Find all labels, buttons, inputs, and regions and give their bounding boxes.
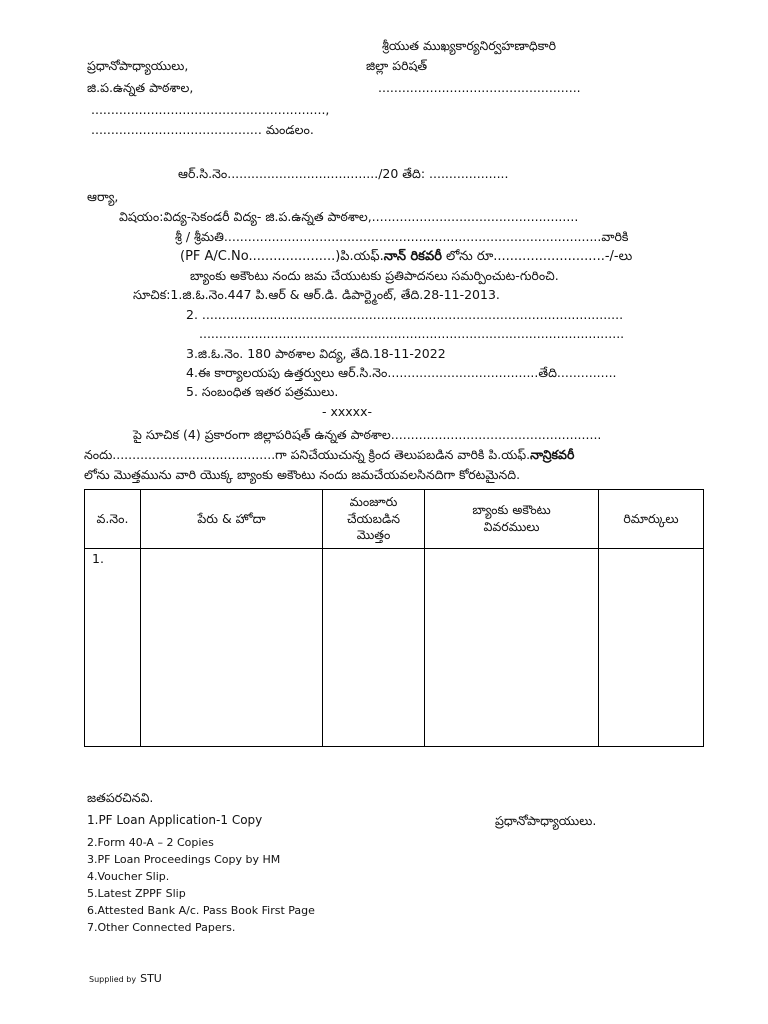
rc-number-line: ఆర్.సి.నెం....................................../20 తేది: .................... bbox=[178, 166, 509, 181]
from-title: ప్రధానోపాధ్యాయులు, bbox=[87, 58, 189, 73]
bank-credit-line: బ్యాంకు అకౌంటు నందు జమ చేయుటకు ప్రతిపాదనలు సమర్పించుట-గురించి. bbox=[190, 268, 559, 283]
enclosure-item: 6.Attested Bank A/c. Pass Book First Page bbox=[87, 904, 315, 917]
table-cell-name bbox=[141, 549, 323, 747]
enclosure-item: 5.Latest ZPPF Slip bbox=[87, 887, 186, 900]
salutation: ఆర్యా, bbox=[87, 189, 119, 204]
body-line-1: పై సూచిక (4) ప్రకారంగా జిల్లాపరిషత్ ఉన్నత పాఠశాల..................................................... bbox=[133, 427, 602, 442]
pf-details-table bbox=[84, 489, 704, 747]
non-recovery-bold-2: నాన్రికవరీ bbox=[530, 447, 575, 462]
col-serial-number: వ.నెం. bbox=[85, 490, 141, 549]
enclosure-item: 2.Form 40-A – 2 Copies bbox=[87, 836, 214, 849]
col-remarks: రిమార్కులు bbox=[599, 490, 704, 549]
table-cell-remarks bbox=[599, 549, 704, 747]
supplied-by: Supplied by STU bbox=[89, 972, 162, 985]
school-name: జి.ప.ఉన్నత పాఠశాల, bbox=[87, 80, 194, 95]
col-bank-details: బ్యాంకు అకౌంటు వివరములు bbox=[425, 490, 599, 549]
separator: - xxxxx- bbox=[322, 404, 372, 419]
enclosures-title: జతపరచినవి. bbox=[87, 790, 154, 805]
reference-1: సూచిక:1.జి.ఓ.నెం.447 పి.ఆర్ & ఆర్.డి. డిపార్ట్మెంట్, తేది.28-11-2013. bbox=[133, 287, 500, 302]
reference-2-continued: ........................................................................................................... bbox=[199, 326, 625, 341]
reference-2: 2. .......................................................................................................... bbox=[186, 307, 624, 322]
table-header-row bbox=[85, 490, 704, 549]
col-name-designation: పేరు & హోదా bbox=[141, 490, 323, 549]
table-cell-amount bbox=[323, 549, 425, 747]
reference-3: 3.జి.ఓ.నెం. 180 పాఠశాల విద్య, తేది.18-11-2022 bbox=[186, 346, 446, 361]
col-sanctioned-amount: మంజూరు చేయబడిన మొత్తం bbox=[323, 490, 425, 549]
mandal-line: ........................................... మండలం. bbox=[91, 122, 314, 137]
enclosure-item: 7.Other Connected Papers. bbox=[87, 921, 236, 934]
zilla-parishad-label: జిల్లా పరిషత్ bbox=[366, 58, 428, 73]
body-line-2: నందు.........................................గా పనిచేయుచున్న క్రింద తెలుపబడిన వారికి పి.యఫ్.నాన్రికవరీ bbox=[84, 447, 575, 462]
table-row bbox=[85, 549, 704, 747]
enclosure-item: 1.PF Loan Application-1 Copy bbox=[87, 813, 263, 827]
enclosure-item: 4.Voucher Slip. bbox=[87, 870, 170, 883]
zp-blank: ................................................... bbox=[378, 80, 581, 95]
subject-line: విషయం:విద్య-సెకండరీ విద్య- జి.ప.ఉన్నత పాఠశాల,.................................................... bbox=[119, 209, 579, 224]
enclosure-item: 3.PF Loan Proceedings Copy by HM bbox=[87, 853, 281, 866]
non-recovery-bold: నాన్ రికవరీ bbox=[383, 249, 442, 264]
pf-account-line: (PF A/C.No.....................)పి.యఫ్.నాన్ రికవరీ లోను రూ...........................-/-లు bbox=[180, 249, 633, 264]
reference-4: 4.ఈ కార్యాలయపు ఉత్తర్వులు ఆర్.సి.నెం......................................తేది............... bbox=[186, 365, 617, 380]
reference-5: 5. సంబంధిత ఇతర పత్రములు. bbox=[186, 384, 339, 399]
addressee-title: శ్రీయుత ముఖ్యకార్యనిర్వహణాధికారి bbox=[382, 38, 556, 53]
headmaster-signature-label: ప్రధానోపాధ్యాయులు. bbox=[495, 813, 597, 828]
shri-line: శ్రీ / శ్రీమతి...............................................................................................వారికి bbox=[175, 229, 629, 244]
body-line-3: లోను మొత్తమును వారి యొక్క బ్యాంకు అకౌంటు నందు జమచేయవలసినదిగా కోరటమైనది. bbox=[84, 467, 521, 482]
address-blank-line: ..........................................................., bbox=[91, 102, 330, 117]
table-cell-bank bbox=[425, 549, 599, 747]
table-cell-serial: 1. bbox=[85, 549, 141, 747]
